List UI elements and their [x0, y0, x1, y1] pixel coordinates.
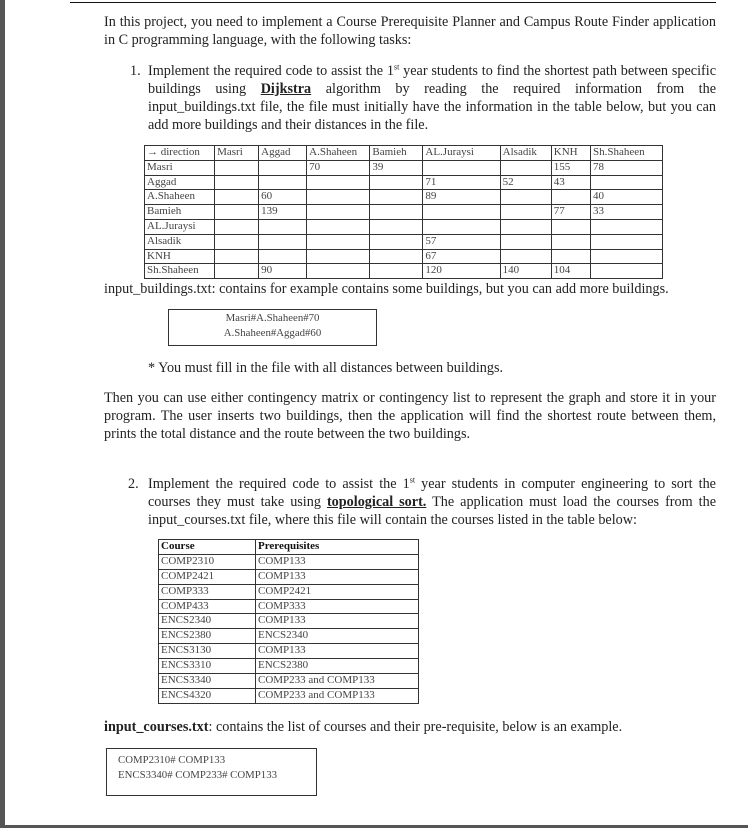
- table-cell: COMP2421: [256, 584, 419, 599]
- buildings-note: input_buildings.txt: contains for example contains some buildings, but you can add more buildings.: [104, 281, 669, 297]
- table-header-cell: → direction: [145, 146, 215, 161]
- table-row: [159, 659, 419, 674]
- table-cell: [215, 219, 259, 234]
- table-cell: COMP133: [256, 554, 419, 569]
- table-cell: ENCS2380: [159, 629, 256, 644]
- table-cell: 43: [551, 175, 590, 190]
- table-cell: [307, 234, 370, 249]
- table-cell: COMP333: [256, 599, 419, 614]
- table-row: [159, 688, 419, 703]
- table-cell: Masri: [145, 160, 215, 175]
- table-cell: [551, 190, 590, 205]
- table-row: [145, 264, 663, 279]
- table-cell: 90: [259, 264, 307, 279]
- table-cell: ENCS3340: [159, 674, 256, 689]
- table-cell: [500, 249, 551, 264]
- table-header-cell: Bamieh: [370, 146, 423, 161]
- table-cell: 78: [591, 160, 663, 175]
- table-header-cell: KNH: [551, 146, 590, 161]
- table-cell: [370, 175, 423, 190]
- example-line: Masri#A.Shaheen#70: [225, 312, 320, 324]
- fill-note: * You must fill in the file with all distances between buildings.: [148, 360, 504, 376]
- table-cell: 155: [551, 160, 590, 175]
- table-cell: KNH: [145, 249, 215, 264]
- table-cell: 40: [591, 190, 663, 205]
- courses-note-filename: input_courses.txt: [104, 719, 209, 735]
- table-cell: [551, 219, 590, 234]
- table-header-row: [145, 146, 663, 161]
- table-cell: [215, 190, 259, 205]
- table-cell: [423, 205, 500, 220]
- table-cell: 104: [551, 264, 590, 279]
- table-cell: A.Shaheen: [145, 190, 215, 205]
- table-cell: [591, 175, 663, 190]
- table-cell: [591, 234, 663, 249]
- courses-note-text: : contains the list of courses and their pre-requisite, below is an example.: [208, 719, 623, 735]
- table-cell: [370, 264, 423, 279]
- table-cell: ENCS4320: [159, 688, 256, 703]
- table-header-cell: Prerequisites: [256, 540, 419, 555]
- table-cell: ENCS2380: [256, 659, 419, 674]
- table-header-cell: Alsadik: [500, 146, 551, 161]
- table-cell: 52: [500, 175, 551, 190]
- table-cell: Alsadik: [145, 234, 215, 249]
- table-row: [145, 205, 663, 220]
- table-header-cell: Aggad: [259, 146, 307, 161]
- table-cell: COMP133: [256, 614, 419, 629]
- table-cell: [307, 205, 370, 220]
- table-cell: [259, 234, 307, 249]
- table-row: [145, 219, 663, 234]
- table-cell: ENCS3130: [159, 644, 256, 659]
- table-header-cell: AL.Juraysi: [423, 146, 500, 161]
- table-header-cell: Sh.Shaheen: [591, 146, 663, 161]
- table-header-cell: Masri: [215, 146, 259, 161]
- table-cell: [500, 190, 551, 205]
- table-cell: [591, 249, 663, 264]
- table-header-row: [159, 540, 419, 555]
- table-cell: COMP133: [256, 569, 419, 584]
- table-row: [145, 190, 663, 205]
- table-cell: [307, 219, 370, 234]
- table-cell: 77: [551, 205, 590, 220]
- table-row: [159, 554, 419, 569]
- table-cell: [307, 175, 370, 190]
- table-cell: [215, 264, 259, 279]
- task2-text: Implement the required code to assist the 1: [148, 476, 410, 492]
- table-cell: [307, 190, 370, 205]
- table-cell: [591, 219, 663, 234]
- table-cell: COMP133: [256, 644, 419, 659]
- task1-sup: st: [393, 62, 400, 72]
- table-row: [159, 644, 419, 659]
- table-cell: 71: [423, 175, 500, 190]
- table-cell: COMP233 and COMP133: [256, 688, 419, 703]
- table-row: [159, 599, 419, 614]
- table-cell: [423, 160, 500, 175]
- table-row: [159, 614, 419, 629]
- task2-text: year students in computer engineering to sort the courses they must take using: [148, 476, 716, 510]
- table-cell: [370, 190, 423, 205]
- graph-paragraph: Then you can use either contingency matrix or contingency list to represent the graph and store it in your program. The user inserts two buildings, then the application will find the shortest route between them, prints the total distance and the route between the two buildings.: [104, 390, 716, 442]
- table-row: [159, 569, 419, 584]
- table-cell: 70: [307, 160, 370, 175]
- courses-table: [158, 539, 419, 704]
- table-cell: [500, 219, 551, 234]
- table-cell: [215, 234, 259, 249]
- table-cell: ENCS2340: [256, 629, 419, 644]
- table-cell: Aggad: [145, 175, 215, 190]
- table-cell: [215, 160, 259, 175]
- table-cell: Sh.Shaheen: [145, 264, 215, 279]
- table-row: [159, 674, 419, 689]
- courses-example-box: [106, 748, 317, 796]
- table-cell: [370, 234, 423, 249]
- table-cell: [307, 264, 370, 279]
- table-cell: ENCS3310: [159, 659, 256, 674]
- courses-note: [104, 718, 724, 736]
- task1-paragraph: [148, 62, 716, 134]
- table-cell: COMP433: [159, 599, 256, 614]
- intro-paragraph: In this project, you need to implement a Course Prerequisite Planner and Campus Route Finder application in C programming language, with the following tasks:: [104, 14, 716, 48]
- table-cell: [551, 234, 590, 249]
- buildings-distance-table: [144, 145, 663, 279]
- header-rule: [70, 2, 716, 3]
- table-cell: [259, 219, 307, 234]
- table-cell: ENCS2340: [159, 614, 256, 629]
- table-cell: [423, 219, 500, 234]
- table-cell: [500, 205, 551, 220]
- table-cell: COMP333: [159, 584, 256, 599]
- task2-sup: st: [409, 475, 416, 485]
- table-cell: COMP2421: [159, 569, 256, 584]
- task1-keyword: Dijkstra: [260, 81, 312, 97]
- task2-paragraph: [148, 475, 716, 529]
- table-cell: [215, 175, 259, 190]
- table-cell: AL.Juraysi: [145, 219, 215, 234]
- table-cell: 67: [423, 249, 500, 264]
- table-cell: [259, 160, 307, 175]
- task1-text: algorithm by reading the required information from the input_buildings.txt file, the file must initially have the information in the table below, but you can add more buildings and their distances in the file.: [148, 81, 717, 133]
- table-cell: [500, 160, 551, 175]
- table-cell: [370, 219, 423, 234]
- table-cell: [307, 249, 370, 264]
- table-cell: 120: [423, 264, 500, 279]
- table-row: [145, 175, 663, 190]
- table-header-cell: Course: [159, 540, 256, 555]
- table-cell: 39: [370, 160, 423, 175]
- table-cell: [370, 249, 423, 264]
- example-line: COMP2310# COMP133: [118, 754, 226, 766]
- table-cell: [370, 205, 423, 220]
- example-line: ENCS3340# COMP233# COMP133: [118, 769, 277, 781]
- task1-text: Implement the required code to assist the 1: [148, 63, 394, 79]
- table-cell: Bamieh: [145, 205, 215, 220]
- table-cell: 89: [423, 190, 500, 205]
- table-cell: 140: [500, 264, 551, 279]
- example-line: A.Shaheen#Aggad#60: [223, 327, 322, 339]
- task2-text: The application must load the courses from the input_courses.txt file, where this file will contain the courses listed in the table below:: [148, 494, 716, 528]
- table-cell: 33: [591, 205, 663, 220]
- table-cell: COMP233 and COMP133: [256, 674, 419, 689]
- table-cell: 57: [423, 234, 500, 249]
- table-header-cell: A.Shaheen: [307, 146, 370, 161]
- viewer-left-edge: [0, 0, 5, 828]
- table-cell: [500, 234, 551, 249]
- table-cell: [215, 249, 259, 264]
- table-cell: 139: [259, 205, 307, 220]
- table-cell: [259, 249, 307, 264]
- task2-number: 2.: [128, 476, 139, 492]
- table-row: [159, 584, 419, 599]
- table-cell: 60: [259, 190, 307, 205]
- task2-keyword: topological sort.: [326, 494, 427, 510]
- table-cell: [591, 264, 663, 279]
- task1-number: 1.: [130, 63, 141, 79]
- task1-text: year students to find the shortest path between specific buildings using: [148, 63, 716, 97]
- table-row: [145, 234, 663, 249]
- table-row: [145, 249, 663, 264]
- table-cell: [551, 249, 590, 264]
- table-cell: COMP2310: [159, 554, 256, 569]
- table-row: [145, 160, 663, 175]
- table-row: [159, 629, 419, 644]
- table-cell: [259, 175, 307, 190]
- table-cell: [215, 205, 259, 220]
- buildings-example-box: [168, 309, 377, 346]
